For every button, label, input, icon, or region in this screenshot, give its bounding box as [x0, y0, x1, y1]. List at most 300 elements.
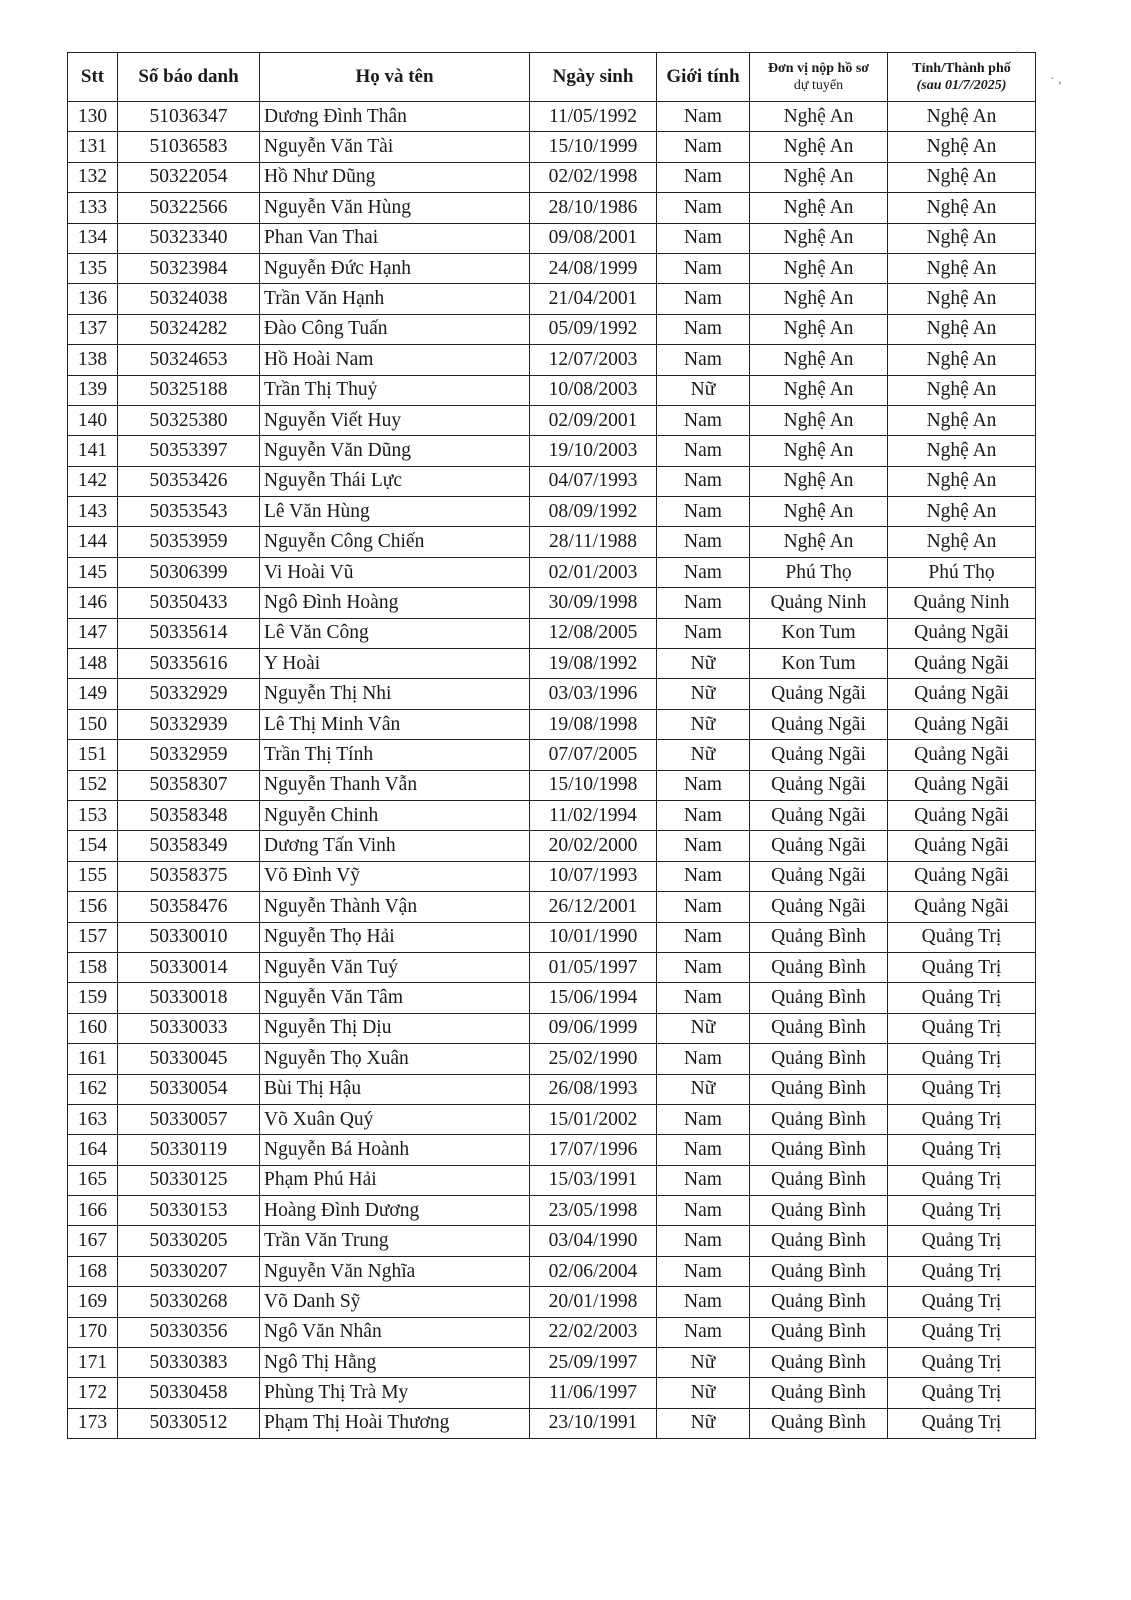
header-unit-line1: Đơn vị nộp hồ sơ [767, 61, 870, 76]
cell-stt: 154 [68, 831, 118, 861]
cell-province: Nghệ An [888, 436, 1036, 466]
cell-sbd: 50330207 [118, 1256, 260, 1286]
cell-name: Vi Hoài Vũ [260, 557, 530, 587]
cell-stt: 147 [68, 618, 118, 648]
cell-province: Quảng Ngãi [888, 861, 1036, 891]
cell-unit: Quảng Ninh [750, 588, 888, 618]
table-row [68, 679, 1036, 709]
cell-sex: Nữ [657, 1013, 750, 1043]
cell-name: Võ Đình Vỹ [260, 861, 530, 891]
cell-unit: Quảng Bình [750, 1135, 888, 1165]
cell-dob: 15/03/1991 [530, 1165, 657, 1195]
cell-dob: 20/01/1998 [530, 1287, 657, 1317]
cell-province: Phú Thọ [888, 557, 1036, 587]
table-row [68, 102, 1036, 132]
cell-stt: 164 [68, 1135, 118, 1165]
cell-sbd: 50323340 [118, 223, 260, 253]
table-row [68, 375, 1036, 405]
cell-sbd: 50330268 [118, 1287, 260, 1317]
table-row [68, 405, 1036, 435]
cell-unit: Quảng Ngãi [750, 861, 888, 891]
cell-province: Nghệ An [888, 253, 1036, 283]
cell-province: Quảng Trị [888, 1378, 1036, 1408]
table-row [68, 922, 1036, 952]
cell-stt: 162 [68, 1074, 118, 1104]
cell-name: Lê Văn Hùng [260, 497, 530, 527]
cell-unit: Nghệ An [750, 345, 888, 375]
header-unit [750, 53, 888, 102]
cell-unit: Kon Tum [750, 649, 888, 679]
cell-name: Hồ Như Dũng [260, 162, 530, 192]
cell-stt: 158 [68, 952, 118, 982]
cell-dob: 21/04/2001 [530, 284, 657, 314]
cell-name: Nguyễn Thọ Hải [260, 922, 530, 952]
cell-name: Lê Văn Công [260, 618, 530, 648]
cell-dob: 08/09/1992 [530, 497, 657, 527]
cell-sbd: 50330205 [118, 1226, 260, 1256]
header-dob: Ngày sinh [530, 53, 657, 102]
cell-dob: 10/07/1993 [530, 861, 657, 891]
cell-dob: 20/02/2000 [530, 831, 657, 861]
cell-province: Quảng Ninh [888, 588, 1036, 618]
cell-province: Quảng Trị [888, 1256, 1036, 1286]
cell-sex: Nữ [657, 649, 750, 679]
cell-sbd: 50330054 [118, 1074, 260, 1104]
cell-sex: Nam [657, 162, 750, 192]
cell-dob: 26/12/2001 [530, 892, 657, 922]
cell-sbd: 50330119 [118, 1135, 260, 1165]
table-row [68, 162, 1036, 192]
cell-dob: 02/01/2003 [530, 557, 657, 587]
cell-dob: 11/05/1992 [530, 102, 657, 132]
cell-dob: 09/08/2001 [530, 223, 657, 253]
cell-name: Nguyễn Văn Tâm [260, 983, 530, 1013]
cell-province: Nghệ An [888, 375, 1036, 405]
cell-sex: Nữ [657, 375, 750, 405]
cell-name: Đào Công Tuấn [260, 314, 530, 344]
cell-name: Phạm Phú Hải [260, 1165, 530, 1195]
table-row [68, 1256, 1036, 1286]
cell-sex: Nam [657, 1044, 750, 1074]
cell-sbd: 50353543 [118, 497, 260, 527]
table-row [68, 740, 1036, 770]
cell-sbd: 50325188 [118, 375, 260, 405]
cell-sex: Nam [657, 557, 750, 587]
cell-sex: Nam [657, 1226, 750, 1256]
cell-sex: Nam [657, 132, 750, 162]
cell-unit: Quảng Bình [750, 1378, 888, 1408]
cell-dob: 26/08/1993 [530, 1074, 657, 1104]
scan-mark: · , [1050, 72, 1062, 87]
table-row [68, 1196, 1036, 1226]
cell-sex: Nam [657, 952, 750, 982]
cell-name: Phạm Thị Hoài Thương [260, 1408, 530, 1438]
cell-sbd: 50353426 [118, 466, 260, 496]
cell-sbd: 50322566 [118, 193, 260, 223]
cell-sex: Nam [657, 1165, 750, 1195]
cell-dob: 19/08/1998 [530, 709, 657, 739]
cell-sbd: 50324653 [118, 345, 260, 375]
cell-name: Lê Thị Minh Vân [260, 709, 530, 739]
cell-name: Nguyễn Văn Tuý [260, 952, 530, 982]
cell-dob: 28/11/1988 [530, 527, 657, 557]
cell-dob: 10/01/1990 [530, 922, 657, 952]
cell-dob: 01/05/1997 [530, 952, 657, 982]
candidate-list-sheet [67, 52, 1035, 1439]
cell-dob: 12/07/2003 [530, 345, 657, 375]
cell-province: Quảng Trị [888, 1408, 1036, 1438]
cell-sbd: 50330010 [118, 922, 260, 952]
cell-sbd: 50353397 [118, 436, 260, 466]
header-province-line1: Tỉnh/Thành phố [912, 61, 1011, 76]
table-row [68, 527, 1036, 557]
cell-dob: 10/08/2003 [530, 375, 657, 405]
cell-name: Nguyễn Công Chiến [260, 527, 530, 557]
table-row [68, 770, 1036, 800]
cell-name: Nguyễn Đức Hạnh [260, 253, 530, 283]
cell-sex: Nam [657, 497, 750, 527]
cell-sex: Nam [657, 405, 750, 435]
table-row [68, 345, 1036, 375]
cell-province: Nghệ An [888, 223, 1036, 253]
cell-name: Nguyễn Thọ Xuân [260, 1044, 530, 1074]
cell-province: Quảng Trị [888, 1074, 1036, 1104]
cell-stt: 150 [68, 709, 118, 739]
cell-stt: 170 [68, 1317, 118, 1347]
table-row [68, 709, 1036, 739]
cell-stt: 151 [68, 740, 118, 770]
header-name: Họ và tên [260, 53, 530, 102]
cell-sex: Nữ [657, 740, 750, 770]
cell-unit: Nghệ An [750, 284, 888, 314]
cell-province: Nghệ An [888, 193, 1036, 223]
cell-unit: Phú Thọ [750, 557, 888, 587]
header-sbd: Số báo danh [118, 53, 260, 102]
cell-unit: Quảng Bình [750, 1104, 888, 1134]
table-row [68, 831, 1036, 861]
table-row [68, 892, 1036, 922]
table-row [68, 193, 1036, 223]
cell-stt: 173 [68, 1408, 118, 1438]
cell-sbd: 50306399 [118, 557, 260, 587]
cell-stt: 136 [68, 284, 118, 314]
cell-stt: 145 [68, 557, 118, 587]
cell-stt: 144 [68, 527, 118, 557]
cell-province: Quảng Ngãi [888, 679, 1036, 709]
cell-province: Quảng Trị [888, 1287, 1036, 1317]
cell-stt: 155 [68, 861, 118, 891]
cell-stt: 146 [68, 588, 118, 618]
cell-name: Dương Đình Thân [260, 102, 530, 132]
cell-unit: Quảng Bình [750, 1226, 888, 1256]
cell-unit: Quảng Ngãi [750, 800, 888, 830]
cell-sbd: 50350433 [118, 588, 260, 618]
cell-unit: Quảng Ngãi [750, 831, 888, 861]
table-row [68, 557, 1036, 587]
table-row [68, 1044, 1036, 1074]
cell-name: Hồ Hoài Nam [260, 345, 530, 375]
cell-name: Ngô Đình Hoàng [260, 588, 530, 618]
cell-sex: Nữ [657, 679, 750, 709]
cell-stt: 142 [68, 466, 118, 496]
cell-dob: 04/07/1993 [530, 466, 657, 496]
cell-province: Quảng Ngãi [888, 831, 1036, 861]
cell-province: Nghệ An [888, 497, 1036, 527]
cell-name: Phan Van Thai [260, 223, 530, 253]
cell-name: Trần Thị Tính [260, 740, 530, 770]
cell-province: Quảng Trị [888, 922, 1036, 952]
table-row [68, 1165, 1036, 1195]
cell-name: Nguyễn Văn Hùng [260, 193, 530, 223]
cell-unit: Quảng Ngãi [750, 740, 888, 770]
cell-stt: 157 [68, 922, 118, 952]
cell-unit: Quảng Bình [750, 1317, 888, 1347]
table-row [68, 1074, 1036, 1104]
cell-dob: 02/06/2004 [530, 1256, 657, 1286]
table-row [68, 1378, 1036, 1408]
cell-dob: 12/08/2005 [530, 618, 657, 648]
cell-name: Nguyễn Viết Huy [260, 405, 530, 435]
cell-sex: Nam [657, 861, 750, 891]
cell-name: Bùi Thị Hậu [260, 1074, 530, 1104]
cell-name: Y Hoài [260, 649, 530, 679]
cell-name: Phùng Thị Trà My [260, 1378, 530, 1408]
cell-province: Nghệ An [888, 284, 1036, 314]
cell-sex: Nam [657, 223, 750, 253]
cell-sex: Nam [657, 466, 750, 496]
cell-unit: Nghệ An [750, 375, 888, 405]
cell-dob: 07/07/2005 [530, 740, 657, 770]
table-row [68, 253, 1036, 283]
cell-name: Võ Danh Sỹ [260, 1287, 530, 1317]
cell-stt: 141 [68, 436, 118, 466]
cell-sbd: 50330512 [118, 1408, 260, 1438]
cell-province: Nghệ An [888, 527, 1036, 557]
cell-province: Nghệ An [888, 132, 1036, 162]
cell-province: Quảng Ngãi [888, 709, 1036, 739]
cell-sbd: 51036347 [118, 102, 260, 132]
table-row [68, 436, 1036, 466]
table-row [68, 1104, 1036, 1134]
cell-stt: 172 [68, 1378, 118, 1408]
cell-stt: 152 [68, 770, 118, 800]
cell-province: Nghệ An [888, 345, 1036, 375]
cell-stt: 130 [68, 102, 118, 132]
cell-stt: 148 [68, 649, 118, 679]
cell-sbd: 50325380 [118, 405, 260, 435]
cell-dob: 09/06/1999 [530, 1013, 657, 1043]
cell-province: Quảng Ngãi [888, 770, 1036, 800]
cell-sbd: 50324038 [118, 284, 260, 314]
cell-sbd: 50358476 [118, 892, 260, 922]
table-row [68, 223, 1036, 253]
cell-province: Nghệ An [888, 102, 1036, 132]
cell-stt: 134 [68, 223, 118, 253]
cell-unit: Nghệ An [750, 102, 888, 132]
cell-sex: Nam [657, 1317, 750, 1347]
cell-stt: 140 [68, 405, 118, 435]
table-row [68, 649, 1036, 679]
cell-unit: Quảng Bình [750, 1256, 888, 1286]
cell-dob: 24/08/1999 [530, 253, 657, 283]
cell-name: Ngô Văn Nhân [260, 1317, 530, 1347]
cell-sbd: 50332959 [118, 740, 260, 770]
cell-name: Dương Tấn Vinh [260, 831, 530, 861]
cell-province: Quảng Trị [888, 952, 1036, 982]
cell-dob: 23/05/1998 [530, 1196, 657, 1226]
candidate-table [67, 52, 1036, 1439]
cell-stt: 132 [68, 162, 118, 192]
header-stt: Stt [68, 53, 118, 102]
cell-unit: Quảng Bình [750, 1165, 888, 1195]
cell-stt: 165 [68, 1165, 118, 1195]
cell-unit: Quảng Ngãi [750, 892, 888, 922]
cell-dob: 05/09/1992 [530, 314, 657, 344]
cell-province: Quảng Trị [888, 1317, 1036, 1347]
cell-unit: Quảng Bình [750, 922, 888, 952]
table-row [68, 588, 1036, 618]
header-province [888, 53, 1036, 102]
cell-sbd: 50358349 [118, 831, 260, 861]
cell-name: Trần Văn Trung [260, 1226, 530, 1256]
cell-unit: Quảng Bình [750, 1196, 888, 1226]
cell-sbd: 50330057 [118, 1104, 260, 1134]
cell-dob: 30/09/1998 [530, 588, 657, 618]
cell-province: Quảng Trị [888, 1013, 1036, 1043]
cell-stt: 135 [68, 253, 118, 283]
table-row [68, 861, 1036, 891]
cell-sex: Nam [657, 284, 750, 314]
cell-sex: Nam [657, 436, 750, 466]
cell-sbd: 50330018 [118, 983, 260, 1013]
cell-name: Nguyễn Thị Nhi [260, 679, 530, 709]
cell-dob: 15/10/1998 [530, 770, 657, 800]
cell-unit: Quảng Bình [750, 1013, 888, 1043]
cell-unit: Quảng Ngãi [750, 709, 888, 739]
table-body [68, 102, 1036, 1439]
cell-province: Quảng Trị [888, 1196, 1036, 1226]
cell-stt: 138 [68, 345, 118, 375]
cell-sex: Nữ [657, 1378, 750, 1408]
cell-sbd: 50330356 [118, 1317, 260, 1347]
cell-sbd: 50324282 [118, 314, 260, 344]
table-row [68, 314, 1036, 344]
table-row [68, 952, 1036, 982]
cell-unit: Quảng Bình [750, 952, 888, 982]
cell-dob: 03/03/1996 [530, 679, 657, 709]
cell-sbd: 50358375 [118, 861, 260, 891]
cell-province: Quảng Trị [888, 1165, 1036, 1195]
cell-dob: 15/06/1994 [530, 983, 657, 1013]
cell-name: Ngô Thị Hằng [260, 1348, 530, 1378]
cell-dob: 19/08/1992 [530, 649, 657, 679]
table-row [68, 800, 1036, 830]
cell-unit: Nghệ An [750, 497, 888, 527]
scan-mark: · [1015, 46, 1020, 61]
cell-name: Nguyễn Thị Dịu [260, 1013, 530, 1043]
cell-unit: Quảng Bình [750, 1074, 888, 1104]
cell-unit: Quảng Bình [750, 1287, 888, 1317]
cell-sbd: 50323984 [118, 253, 260, 283]
cell-stt: 156 [68, 892, 118, 922]
cell-sex: Nam [657, 314, 750, 344]
cell-stt: 133 [68, 193, 118, 223]
cell-name: Nguyễn Thái Lực [260, 466, 530, 496]
cell-name: Nguyễn Văn Nghĩa [260, 1256, 530, 1286]
cell-sbd: 50330045 [118, 1044, 260, 1074]
cell-unit: Quảng Bình [750, 1348, 888, 1378]
cell-sex: Nữ [657, 1074, 750, 1104]
cell-sex: Nam [657, 345, 750, 375]
table-row [68, 284, 1036, 314]
cell-sex: Nam [657, 1196, 750, 1226]
cell-stt: 166 [68, 1196, 118, 1226]
cell-sbd: 51036583 [118, 132, 260, 162]
cell-dob: 17/07/1996 [530, 1135, 657, 1165]
cell-dob: 19/10/2003 [530, 436, 657, 466]
cell-dob: 23/10/1991 [530, 1408, 657, 1438]
cell-province: Quảng Ngãi [888, 740, 1036, 770]
table-row [68, 1226, 1036, 1256]
cell-unit: Quảng Bình [750, 1044, 888, 1074]
cell-dob: 15/10/1999 [530, 132, 657, 162]
cell-name: Nguyễn Văn Dũng [260, 436, 530, 466]
cell-sex: Nam [657, 618, 750, 648]
cell-sbd: 50330153 [118, 1196, 260, 1226]
table-row [68, 1013, 1036, 1043]
header-unit-line2: dự tuyển [793, 78, 844, 93]
cell-name: Trần Văn Hạnh [260, 284, 530, 314]
cell-unit: Nghệ An [750, 466, 888, 496]
table-row [68, 618, 1036, 648]
cell-sbd: 50330458 [118, 1378, 260, 1408]
cell-dob: 28/10/1986 [530, 193, 657, 223]
cell-province: Nghệ An [888, 466, 1036, 496]
table-header-row [68, 53, 1036, 102]
cell-sex: Nữ [657, 1348, 750, 1378]
cell-unit: Nghệ An [750, 436, 888, 466]
cell-province: Nghệ An [888, 405, 1036, 435]
table-row [68, 132, 1036, 162]
cell-sex: Nam [657, 831, 750, 861]
cell-province: Quảng Trị [888, 983, 1036, 1013]
cell-unit: Nghệ An [750, 132, 888, 162]
table-row [68, 1348, 1036, 1378]
header-sex: Giới tính [657, 53, 750, 102]
cell-stt: 159 [68, 983, 118, 1013]
cell-province: Nghệ An [888, 162, 1036, 192]
cell-stt: 149 [68, 679, 118, 709]
cell-sex: Nam [657, 800, 750, 830]
cell-sbd: 50330033 [118, 1013, 260, 1043]
cell-province: Quảng Trị [888, 1044, 1036, 1074]
cell-unit: Nghệ An [750, 405, 888, 435]
cell-name: Nguyễn Chinh [260, 800, 530, 830]
cell-sbd: 50358307 [118, 770, 260, 800]
table-row [68, 983, 1036, 1013]
header-province-line2: (sau 01/7/2025) [916, 78, 1007, 93]
cell-unit: Nghệ An [750, 223, 888, 253]
cell-dob: 11/02/1994 [530, 800, 657, 830]
cell-province: Quảng Ngãi [888, 800, 1036, 830]
cell-sex: Nữ [657, 709, 750, 739]
cell-sbd: 50358348 [118, 800, 260, 830]
table-row [68, 1287, 1036, 1317]
cell-dob: 02/09/2001 [530, 405, 657, 435]
cell-name: Nguyễn Bá Hoành [260, 1135, 530, 1165]
cell-unit: Nghệ An [750, 162, 888, 192]
cell-province: Quảng Trị [888, 1348, 1036, 1378]
